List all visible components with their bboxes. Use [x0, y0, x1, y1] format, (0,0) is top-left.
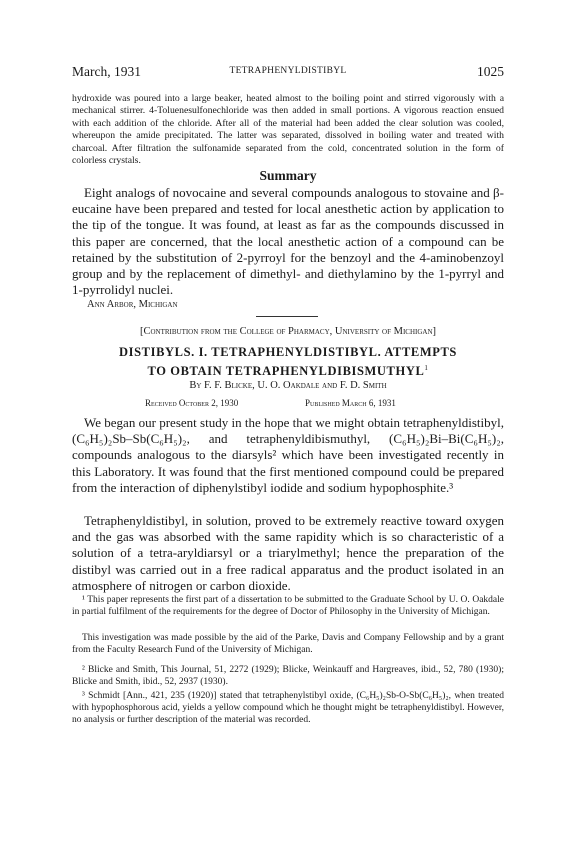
title-footnote-mark: 1	[424, 364, 429, 372]
article-title-line-2-text: TO OBTAIN TETRAPHENYLDIBISMUTHYL	[147, 364, 425, 379]
footnote-3: ³ Schmidt [Ann., 421, 235 (1920)] stated that tetraphenylstibyl oxide, (C₆H₅)₂Sb-O-Sb(C₆H₅)₂, when treated with hypophosphorous acid, yields a yellow compound which he thought might be tetraphenyldistibyl. However, no analysis or further description of the material was recorded.	[72, 691, 504, 726]
summary-paragraph: Eight analogs of novocaine and several compounds analogous to stovaine and β-eucaine have been prepared and tested for local anesthetic action by application to the tip of the tongue. It was found, at least as far as the compounds discussed in this paper are concerned, that the local anesthetic action of a compound can be retained by the substitution of 2-pyrroyl for the benzoyl and the 4-aminobenzoyl group and by the replacement of dimethyl- and diethylamino by the 1-pyrryl and 1-pyrrolidyl nuclei.	[72, 185, 504, 298]
article-title-line-1: DISTIBYLS. I. TETRAPHENYLDISTIBYL. ATTEMPTS	[119, 345, 457, 359]
body-paragraph-1: We began our present study in the hope that we might obtain tetraphenyldistibyl, (C₆H₅)₂Sb–Sb(C₆H₅)₂, and tetraphenyldibismuthyl, (C₆H₅)₂Bi–Bi(C₆H₅)₂, compounds analogous to the diarsyls² which have been investigated recently in this Laboratory. It was found that the first mentioned compound could be prepared from the interaction of diphenylstibyl iodide and sodium hypophosphite.³	[72, 415, 504, 495]
footnote-1-acknowledgment: This investigation was made possible by the aid of the Parke, Davis and Company Fellowship and by a grant from the Faculty Research Fund of the University of Michigan.	[72, 633, 504, 656]
contribution-line: [Contribution from the College of Pharmacy, University of Michigan]	[139, 326, 437, 337]
running-header	[72, 64, 504, 82]
summary-heading: Summary	[259, 168, 317, 183]
header-page-number: 1025	[477, 64, 504, 79]
footnote-1: ¹ This paper represents the first part of a dissertation to be submitted to the Graduate School by U. O. Oakdale in partial fulfilment of the requirements for the degree of Doctor of Philosophy in the University of Michigan.	[72, 595, 504, 618]
footnote-2: ² Blicke and Smith, This Journal, 51, 2272 (1929); Blicke, Weinkauff and Hargreaves, ibid., 52, 780 (1930); Blicke and Smith, ibid., 52, 2937 (1930).	[72, 665, 504, 688]
author-line: By F. F. Blicke, U. O. Oakdale and F. D. Smith	[189, 380, 387, 391]
body-paragraph-2: Tetraphenyldistibyl, in solution, proved to be extremely reactive toward oxygen and the gas was absorbed with the same rapidity which is so characteristic of a solution of a tetra-aryldiarsyl or a triarylmethyl; hence the preparation of the distibyl was carried out in a free radical apparatus and the product isolated in an atmosphere of nitrogen or carbon dioxide.	[72, 513, 504, 593]
received-date: Received October 2, 1930	[145, 398, 239, 408]
article-title-line-2	[72, 361, 504, 379]
separator-rule	[256, 316, 318, 317]
header-date: March, 1931	[72, 64, 141, 79]
summary-location: Ann Arbor, Michigan	[87, 299, 178, 310]
experimental-tail-paragraph: hydroxide was poured into a large beaker, heated almost to the boiling point and stirred vigorously with a mechanical stirrer. 4-Toluenesulfonechloride was then added in small portions. A vigorous reaction ensued with each addition of the chloride. After all of the material had been added the clear solution was cooled, whereupon the amide precipitated. The latter was separated, dissolved in boiling water and treated with charcoal. After filtration the sulfonamide separated from the cold, concentrated solution in the form of colorless crystals.	[72, 93, 504, 167]
published-date: Published March 6, 1931	[305, 398, 396, 408]
header-running-title: TETRAPHENYLDISTIBYL	[229, 66, 347, 76]
